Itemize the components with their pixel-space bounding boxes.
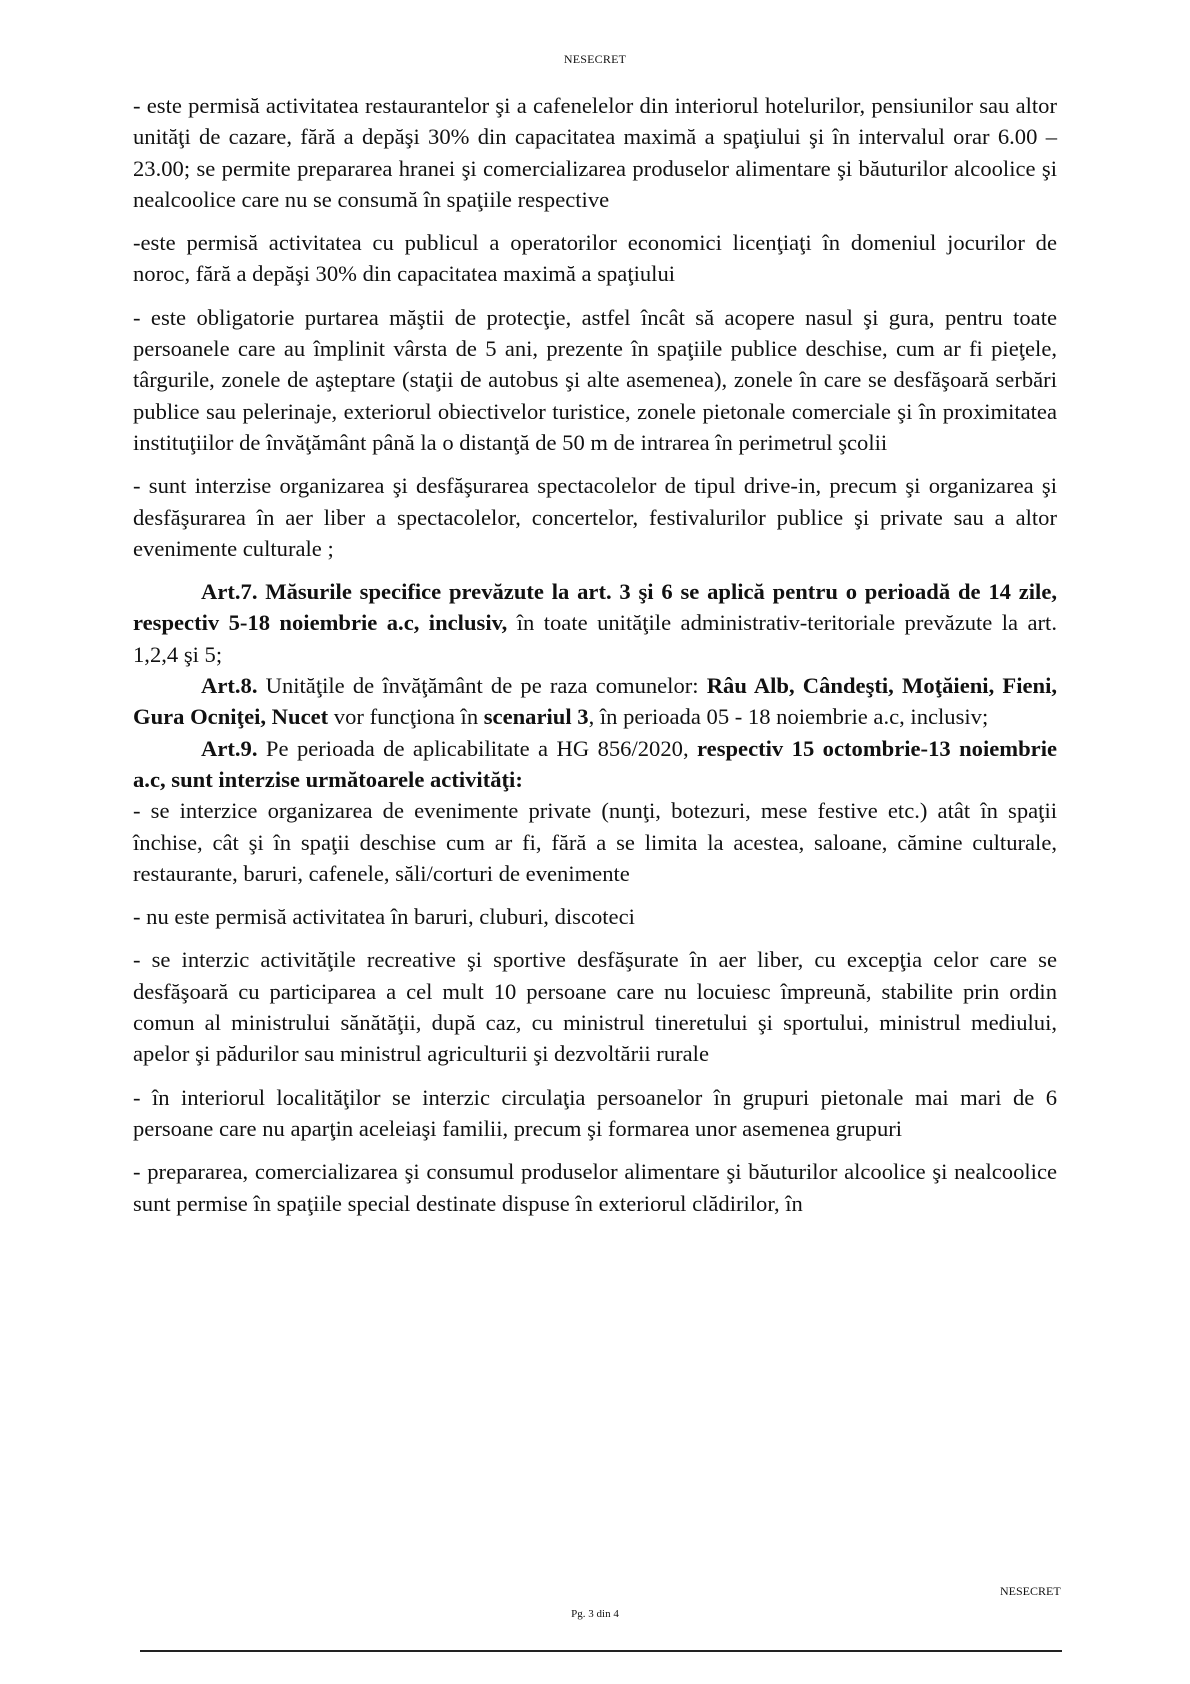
article-7	[133, 576, 1057, 670]
art9-item-recreation: - se interzic activităţile recreative şi sportive desfăşurate în aer liber, cu excepţia celor care se desfăşoară cu participarea a cel mult 10 persoane care nu locuiesc împreună, stabilite prin ordin comun al ministrului sănătăţii, după caz, cu ministrul tineretului şi sportului, ministrul mediului, apelor şi pădurilor sau ministrul agriculturii şi dezvoltării rurale	[133, 947, 1057, 1067]
art9-item-food-alcohol: - prepararea, comercializarea şi consumul produselor alimentare şi băuturilor alcoolice şi nealcoolice sunt permise în spaţiile special destinate dispuse în exteriorul clădirilor, în	[133, 1159, 1057, 1216]
article-9-text: Pe perioada de aplicabilitate a HG 856/2020,	[257, 735, 698, 761]
paragraph-drive-in: - sunt interzise organizarea şi desfăşurarea spectacolelor de tipul drive-in, precum şi organizarea şi desfăşurarea în aer liber a spectacolelor, concertelor, festivalurilor publice şi private sau a altor evenimente culturale ;	[133, 473, 1057, 561]
art9-item-pedestrian-groups: - în interiorul localităţilor se interzic circulaţia persoanelor în grupuri pietonale mai mari de 6 persoane care nu aparţin aceleiaşi familii, precum şi formarea unor asemenea grupuri	[133, 1084, 1057, 1141]
article-9	[133, 733, 1057, 796]
article-8-scenario: scenariul 3	[483, 704, 589, 730]
article-8-text-3: , în perioada 05 - 18 noiembrie a.c, inclusiv;	[588, 704, 989, 730]
article-9-label: Art.9.	[201, 735, 258, 761]
header-classification: NESECRET	[563, 52, 627, 66]
article-8-text-2: vor funcţiona în	[328, 704, 484, 730]
article-8-communes: Râu Alb, Cândeşti, Moţăieni, Fieni, Gura Ocniţei, Nucet	[133, 673, 1057, 730]
document-body	[133, 90, 1057, 1231]
paragraph-gambling: -este permisă activitatea cu publicul a operatorilor economici licenţiaţi în domeniul jocurilor de noroc, fără a depăşi 30% din capacitatea maximă a spaţiului	[133, 230, 1057, 287]
article-7-bold: Art.7. Măsurile specifice prevăzute la art. 3 şi 6 se aplică pentru o perioadă de 14 zile, respectiv 5-18 noiembrie a.c, inclusiv,	[133, 579, 1057, 636]
article-9-bold: respectiv 15 octombrie-13 noiembrie a.c, sunt interzise următoarele activităţi:	[133, 735, 1057, 792]
art9-item-bars: - nu este permisă activitatea în baruri, cluburi, discoteci	[133, 904, 635, 930]
page-number: Pg. 3 din 4	[571, 1608, 619, 1620]
article-7-text: în toate unităţile administrativ-teritoriale prevăzute la art. 1,2,4 şi 5;	[133, 610, 1057, 667]
footer-classification: NESECRET	[1000, 1584, 1061, 1598]
article-8	[133, 670, 1057, 733]
paragraph-masks: - este obligatorie purtarea măştii de protecţie, astfel încât să acopere nasul şi gura, pentru toate persoanele care au împlinit vârsta de 5 ani, prezente în spaţiile publice deschise, cum ar fi pieţele, târgurile, zonele de aşteptare (staţii de autobus şi alte asemenea), zonele în care se desfăşoară serbări publice sau pelerinaje, exteriorul obiectivelor turistice, zonele pietonale comerciale şi în proximitatea instituţiilor de învăţământ până la o distanţă de 50 m de intrarea în perimetrul şcolii	[133, 304, 1057, 455]
article-8-text: Unităţile de învăţământ de pe raza comunelor:	[257, 673, 707, 699]
footer-divider	[140, 1650, 1062, 1652]
art9-item-private-events: - se interzice organizarea de evenimente private (nunţi, botezuri, mese festive etc.) atât în spaţii închise, cât şi în spaţii deschise cum ar fi, fără a se limita la acestea, saloane, cămine culturale, restaurante, baruri, cafenele, săli/corturi de evenimente	[133, 798, 1057, 886]
article-8-label: Art.8.	[201, 673, 258, 699]
paragraph-restaurants: - este permisă activitatea restaurantelor şi a cafenelelor din interiorul hotelurilor, pensiunilor sau altor unităţi de cazare, fără a depăşi 30% din capacitatea maximă a spaţiului şi în intervalul orar 6.00 – 23.00; se permite prepararea hranei şi comercializarea produselor alimentare şi băuturilor alcoolice şi nealcoolice care nu se consumă în spaţiile respective	[133, 93, 1057, 212]
